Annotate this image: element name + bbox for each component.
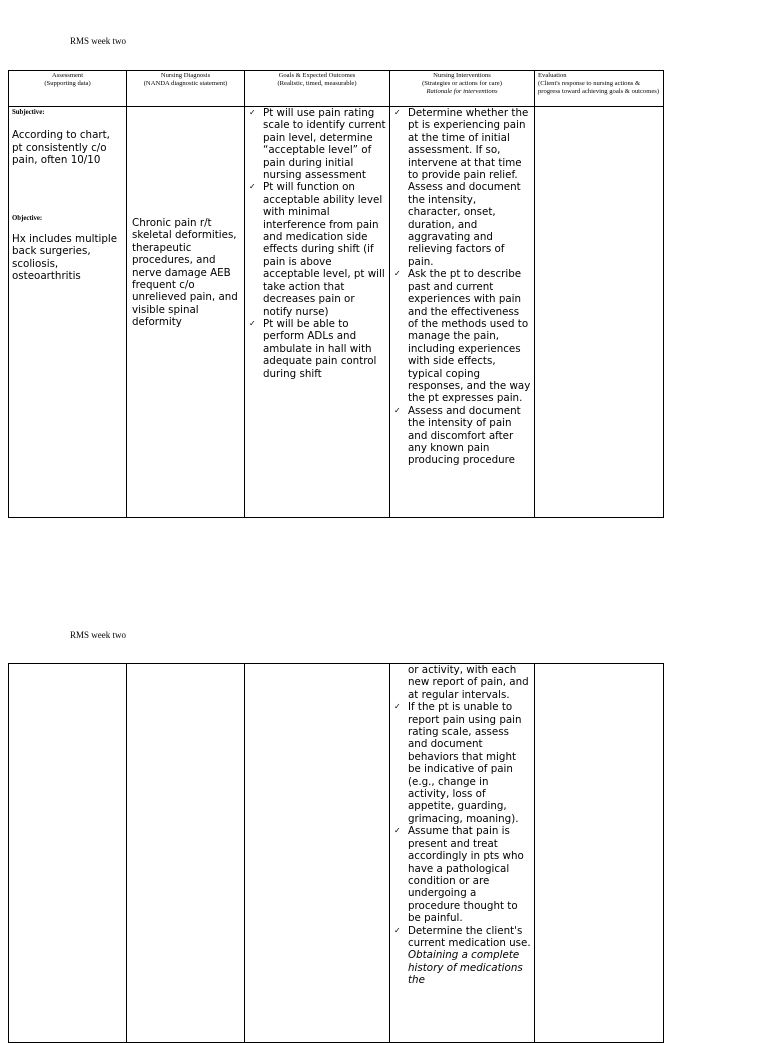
assessment-cell xyxy=(9,107,127,518)
goal-item: ✓ Pt will function on acceptable ability level with minimal interference from pain and medication side effects during shift (if pain is above acceptable level, pt will take action that decreases pain or notify nurse) xyxy=(249,181,385,318)
diagnosis-cell xyxy=(127,107,245,518)
check-icon: ✓ xyxy=(249,182,256,192)
col-diagnosis-header: Nursing Diagnosis (NANDA diagnostic statement) xyxy=(127,71,245,107)
goals-cell xyxy=(245,107,390,518)
goals-cell xyxy=(245,664,390,1043)
subjective-label: Subjective: xyxy=(12,109,45,116)
continued-text: or activity, with each new report of pain, and at regular intervals. xyxy=(408,664,529,701)
check-icon: ✓ xyxy=(249,318,256,328)
page-header: RMS week two xyxy=(70,36,126,46)
objective-label: Objective: xyxy=(12,214,43,222)
intervention-item: ✓ Assume that pain is present and treat accordingly in pts who have a pathological condition or are undergoing a procedure thought to be painful. xyxy=(394,825,524,925)
diagnosis-cell xyxy=(127,664,245,1043)
objective-text: Hx includes multiple back surgeries, scoliosis, osteoarthritis xyxy=(12,233,118,283)
content-row xyxy=(9,107,664,518)
interventions-list xyxy=(393,107,531,467)
assessment-cell xyxy=(9,664,127,1043)
care-plan-table-continued xyxy=(8,663,664,1043)
check-icon: ✓ xyxy=(394,108,401,117)
col-goals-header: Goals & Expected Outcomes (Realistic, timed, measurable) xyxy=(245,71,390,107)
goal-item: ✓ Pt will use pain rating scale to identify current pain level, determine “acceptable level” of pain during initial nursing assessment xyxy=(249,107,386,182)
interventions-cell xyxy=(390,107,535,518)
subjective-text: According to chart, pt consistently c/o pain, often 10/10 xyxy=(12,129,110,167)
evaluation-cell xyxy=(535,664,664,1043)
intervention-item: ✓ Assess and document the intensity of pain and discomfort after any known pain producing procedure xyxy=(394,404,521,467)
page2-header: RMS week two xyxy=(70,630,126,640)
intervention-item: ✓ Determine whether the pt is experiencing pain at the time of initial assessment. If so, intervene at that time to provide pain relief. Assess and document the intensity, character, onset, duration, and aggravating and relieving factors of pain. xyxy=(394,107,529,268)
check-icon: ✓ xyxy=(394,405,401,415)
check-icon: ✓ xyxy=(249,108,256,117)
rationale-label: Rationale for interventions xyxy=(426,88,498,95)
diagnosis-text: Chronic pain r/t skeletal deformities, therapeutic procedures, and nerve damage AEB frequent c/o unrelieved pain, and visible spinal deformity xyxy=(132,217,238,329)
content-row xyxy=(9,664,664,1043)
interventions-list xyxy=(393,701,531,986)
intervention-item: ✓ Determine the client's current medication use. Obtaining a complete history of medications the xyxy=(394,924,531,987)
col-interventions-header: Nursing Interventions (Strategies or actions for care) Rationale for interventions xyxy=(390,71,535,107)
rationale-text: Obtaining a complete history of medications the xyxy=(408,949,523,987)
col-assessment-header: Assessment (Supporting data) xyxy=(9,71,127,107)
check-icon: ✓ xyxy=(394,702,401,712)
intervention-item: ✓ If the pt is unable to report pain using pain rating scale, assess and document behaviors that might be indicative of pain (e.g., change in activity, loss of appetite, guarding, grimacing, moaning). xyxy=(394,701,522,825)
goal-item: ✓ Pt will be able to perform ADLs and ambulate in hall with adequate pain control during shift xyxy=(249,317,377,380)
check-icon: ✓ xyxy=(394,269,401,279)
evaluation-cell xyxy=(535,107,664,518)
intervention-item: ✓ Ask the pt to describe past and current experiences with pain and the effectiveness of the methods used to manage the pain, including experiences with side effects, typical coping responses, and the way the pt expresses pain. xyxy=(394,268,531,405)
goals-list xyxy=(248,107,386,380)
check-icon: ✓ xyxy=(394,925,401,935)
check-icon: ✓ xyxy=(394,826,401,836)
header-row xyxy=(9,71,664,107)
care-plan-table xyxy=(8,70,664,518)
col-evaluation-header: Evaluation (Client's response to nursing actions & progress toward achieving goals & outcomes) xyxy=(535,71,664,107)
interventions-cell xyxy=(390,664,535,1043)
